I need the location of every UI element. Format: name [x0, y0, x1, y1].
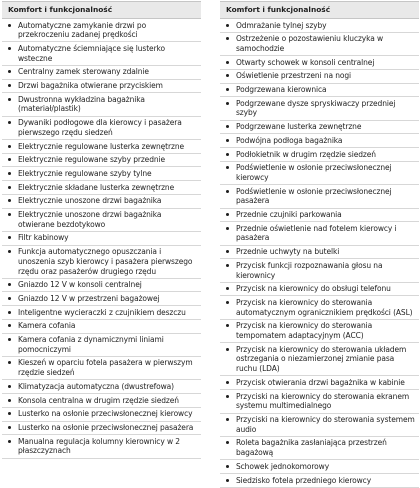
- bullet-icon: [8, 250, 11, 253]
- feature-item: [2, 232, 201, 246]
- right-column-header: Komfort i funkcjonalność: [220, 2, 419, 19]
- bullet-icon: [8, 385, 11, 388]
- feature-item: [220, 283, 419, 297]
- feature-item: [220, 148, 419, 162]
- feature-item: [220, 162, 419, 185]
- bullet-icon: [8, 98, 11, 101]
- feature-item: [2, 334, 201, 357]
- feature-item: [2, 279, 201, 293]
- bullet-icon: [8, 412, 11, 415]
- feature-item: [220, 437, 419, 460]
- bullet-icon: [226, 125, 229, 128]
- feature-item: [2, 435, 201, 458]
- feature-item: [2, 320, 201, 334]
- feature-item: [220, 246, 419, 260]
- bullet-icon: [8, 121, 11, 124]
- bullet-icon: [226, 381, 229, 384]
- left-column: [2, 1, 201, 456]
- feature-label: Dywaniki podłogowe dla kierowcy i pasażera pierwszego rzędu siedzeń: [18, 118, 182, 137]
- feature-item: [2, 140, 201, 154]
- feature-item: [220, 70, 419, 84]
- feature-item: [220, 33, 419, 56]
- feature-label: Funkcja automatycznego opuszczania i unoszenia szyb kierowcy i pasażera pierwszego rzędu oraz pasażerów drugiego rzędu: [18, 247, 193, 276]
- bullet-icon: [226, 227, 229, 230]
- feature-label: Automatyczne ściemniające się lusterko wsteczne: [18, 43, 166, 63]
- bullet-icon: [226, 213, 229, 216]
- feature-label: Przycisk funkcji rozpoznawania głosu na kierownicy: [236, 260, 383, 280]
- right-column: [220, 1, 419, 485]
- feature-item: [220, 97, 419, 120]
- feature-item: [2, 209, 201, 232]
- feature-label: Przycisk na kierownicy do sterowania układem ostrzegania o niezamierzonej zmianie pasa ruchu (LDA): [236, 344, 407, 374]
- feature-label: Automatyczne zamykanie drzwi po przekroczeniu zadanej prędkości: [18, 20, 147, 40]
- feature-label: Przycisk na kierownicy do sterowania tempomatem adaptacyjnym (ACC): [236, 321, 373, 341]
- feature-label: Przednie oświetlenie nad fotelem kierowcy i pasażera: [236, 223, 397, 243]
- feature-item: [2, 380, 201, 394]
- feature-label: Elektrycznie unoszone drzwi bagażnika: [18, 196, 162, 206]
- feature-item: [220, 222, 419, 245]
- feature-label: Oświetlenie przestrzeni na nogi: [236, 71, 352, 81]
- feature-item: [2, 422, 201, 436]
- feature-label: Elektrycznie unoszone drzwi bagażnika otwierane bezdotykowo: [18, 210, 162, 229]
- bullet-icon: [226, 190, 229, 193]
- bullet-icon: [226, 61, 229, 64]
- feature-label: Klimatyzacja automatyczna (dwustrefowa): [18, 381, 174, 391]
- feature-label: Lusterko na osłonie przeciwsłonecznej kierowcy: [18, 409, 193, 419]
- feature-label: Podwójna podłoga bagażnika: [236, 135, 343, 145]
- feature-label: Siedzisko fotela przedniego kierowcy: [236, 475, 372, 485]
- feature-item: [220, 376, 419, 390]
- feature-item: [220, 56, 419, 70]
- bullet-icon: [226, 418, 229, 421]
- feature-item: [220, 209, 419, 223]
- bullet-icon: [226, 287, 229, 290]
- feature-label: Podgrzewane lusterka zewnętrzne: [236, 122, 362, 132]
- bullet-icon: [8, 84, 11, 87]
- feature-item: [220, 343, 419, 376]
- feature-label: Centralny zamek sterowany zdalnie: [18, 67, 149, 77]
- feature-label: Manualna regulacja kolumny kierownicy w 2 płaszczyznach: [18, 436, 180, 456]
- bullet-icon: [226, 88, 229, 91]
- feature-label: Podgrzewane dysze spryskiwaczy przedniej szyby: [236, 98, 396, 118]
- feature-item: [220, 185, 419, 208]
- bullet-icon: [8, 24, 11, 27]
- bullet-icon: [8, 311, 11, 314]
- bullet-icon: [226, 153, 229, 156]
- bullet-icon: [8, 158, 11, 161]
- feature-label: Konsola centralna w drugim rzędzie siedzeń: [18, 395, 179, 405]
- bullet-icon: [226, 37, 229, 40]
- bullet-icon: [8, 236, 11, 239]
- feature-label: Przednie uchwyty na butelki: [236, 247, 340, 257]
- bullet-icon: [8, 440, 11, 443]
- bullet-icon: [8, 70, 11, 73]
- feature-label: Elektrycznie składane lusterka zewnętrzne: [18, 182, 175, 192]
- feature-item: [2, 167, 201, 181]
- bullet-icon: [226, 479, 229, 482]
- feature-item: [2, 195, 201, 209]
- feature-label: Drzwi bagażnika otwierane przyciskiem: [18, 81, 163, 91]
- left-feature-list: [2, 19, 201, 459]
- bullet-icon: [8, 283, 11, 286]
- feature-label: Gniazdo 12 V w konsoli centralnej: [18, 280, 142, 290]
- feature-item: [220, 320, 419, 343]
- feature-item: [2, 357, 201, 380]
- feature-label: Roleta bagażnika zasłaniająca przestrzeń bagażową: [236, 438, 387, 458]
- bullet-icon: [8, 297, 11, 300]
- bullet-icon: [226, 102, 229, 105]
- bullet-icon: [226, 395, 229, 398]
- feature-label: Kieszeń w oparciu fotela pasażera w pierwszym rzędzie siedzeń: [18, 358, 193, 378]
- bullet-icon: [226, 465, 229, 468]
- bullet-icon: [8, 145, 11, 148]
- bullet-icon: [8, 361, 11, 364]
- bullet-icon: [8, 213, 11, 216]
- feature-item: [220, 259, 419, 282]
- left-column-header: Komfort i funkcjonalność: [2, 2, 201, 19]
- feature-item: [2, 19, 201, 42]
- feature-label: Podłokietnik w drugim rzędzie siedzeń: [236, 149, 376, 159]
- bullet-icon: [8, 172, 11, 175]
- feature-label: Inteligentne wycieraczki z czujnikiem deszczu: [18, 307, 186, 317]
- feature-item: [220, 460, 419, 474]
- bullet-icon: [226, 324, 229, 327]
- feature-label: Przycisk na kierownicy do sterowania automatycznym ogranicznikiem prędkości (ASL): [236, 297, 413, 317]
- feature-label: Przyciski na kierownicy do sterowania systemem audio: [236, 415, 415, 434]
- feature-label: Lusterko na osłonie przeciwsłonecznej pasażera: [18, 423, 194, 432]
- feature-label: Podświetlenie w osłonie przeciwsłonecznej kierowcy: [236, 163, 392, 182]
- right-feature-list: [220, 19, 419, 488]
- feature-item: [2, 292, 201, 306]
- feature-item: [2, 117, 201, 140]
- feature-item: [2, 246, 201, 279]
- feature-item: [220, 474, 419, 488]
- feature-label: Filtr kabinowy: [18, 233, 69, 243]
- feature-label: Otwarty schowek w konsoli centralnej: [236, 57, 375, 67]
- feature-item: [2, 66, 201, 80]
- bullet-icon: [226, 250, 229, 253]
- feature-item: [2, 394, 201, 408]
- bullet-icon: [8, 186, 11, 189]
- feature-item: [220, 19, 419, 33]
- feature-item: [220, 296, 419, 319]
- bullet-icon: [8, 399, 11, 402]
- feature-item: [2, 93, 201, 116]
- feature-label: Schowek jednokomorowy: [236, 461, 330, 471]
- feature-item: [220, 390, 419, 413]
- feature-label: Elektrycznie regulowane szyby tylne: [18, 168, 152, 178]
- feature-label: Przednie czujniki parkowania: [236, 210, 342, 220]
- feature-label: Gniazdo 12 V w przestrzeni bagażowej: [18, 293, 160, 303]
- bullet-icon: [226, 139, 229, 142]
- bullet-icon: [226, 166, 229, 169]
- feature-item: [2, 154, 201, 168]
- bullet-icon: [8, 47, 11, 50]
- feature-label: Kamera cofania z dynamicznymi liniami pomocniczymi: [18, 335, 164, 354]
- bullet-icon: [226, 74, 229, 77]
- feature-label: Ostrzeżenie o pozostawieniu kluczyka w samochodzie: [236, 34, 384, 53]
- feature-item: [2, 80, 201, 94]
- bullet-icon: [8, 338, 11, 341]
- bullet-icon: [226, 441, 229, 444]
- feature-label: Przycisk otwierania drzwi bagażnika w kabinie: [236, 377, 405, 387]
- feature-label: Podgrzewana kierownica: [236, 85, 327, 95]
- feature-item: [220, 121, 419, 135]
- bullet-icon: [8, 426, 11, 429]
- feature-item: [2, 306, 201, 320]
- feature-item: [2, 42, 201, 65]
- feature-item: [2, 181, 201, 195]
- feature-label: Dwustronna wykładzina bagażnika (materiał/plastik): [18, 94, 145, 114]
- feature-item: [220, 134, 419, 148]
- feature-label: Przyciski na kierownicy do sterowania ekranem systemu multimedialnego: [236, 391, 410, 411]
- feature-label: Odmrażanie tylnej szyby: [236, 20, 327, 30]
- feature-item: [220, 414, 419, 437]
- feature-label: Przycisk na kierownicy do obsługi telefonu: [236, 284, 391, 294]
- feature-item: [220, 84, 419, 98]
- feature-label: Kamera cofania: [18, 321, 76, 331]
- bullet-icon: [226, 348, 229, 351]
- bullet-icon: [8, 199, 11, 202]
- bullet-icon: [8, 324, 11, 327]
- feature-label: Podświetlenie w osłonie przeciwsłonecznej pasażera: [236, 186, 392, 206]
- feature-label: Elektrycznie regulowane lusterka zewnętrzne: [18, 141, 184, 151]
- bullet-icon: [226, 301, 229, 304]
- feature-item: [2, 408, 201, 422]
- feature-label: Elektrycznie regulowane szyby przednie: [18, 155, 166, 165]
- bullet-icon: [226, 264, 229, 267]
- bullet-icon: [226, 24, 229, 27]
